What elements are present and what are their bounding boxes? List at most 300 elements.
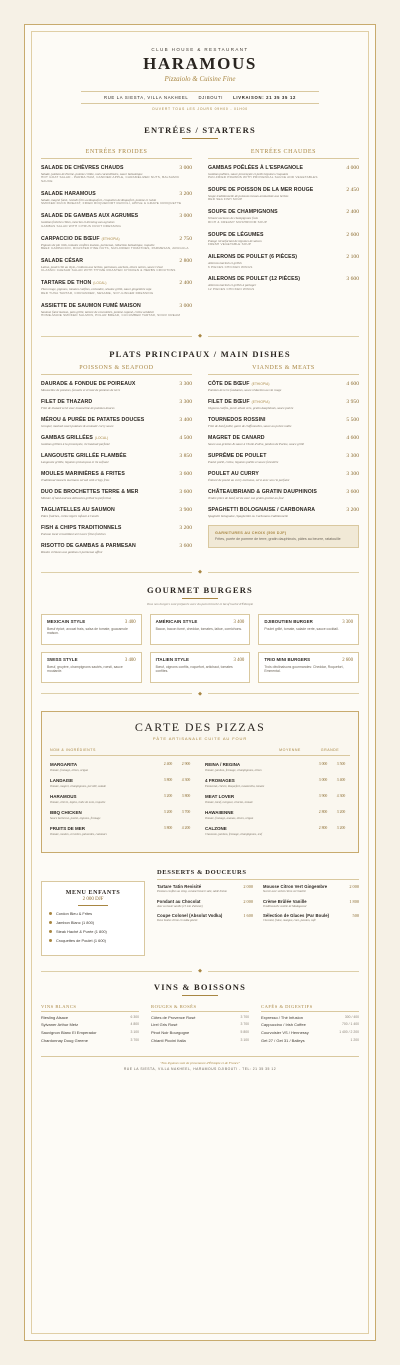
pizza-description: Emmental, chèvre, Roquefort, mozzarella, tomate (205, 783, 265, 788)
item-description: Pignons de pin rôtis, tomates confites maison, parmesan, réduction balsamique, roquette (41, 242, 155, 247)
item-english: BEEF CARPACCIO, ROASTED PINE NUTS, SUN-DRIED TOMATOES, PARMESAN, ARUGULA (41, 246, 189, 251)
pizza-description: Tomate, magret, champignons, persillé, salade (50, 783, 106, 788)
menu-frame (24, 24, 376, 1341)
menu-item (157, 884, 253, 894)
burger-price: 3 300 (342, 619, 353, 625)
item-price: 1 600 (243, 913, 253, 919)
item-row (157, 899, 253, 904)
item-name (41, 489, 138, 495)
drink-row (41, 1015, 139, 1020)
pizza-price-medium: 3 000 (318, 777, 328, 782)
item-description: Traditional mussels marinara served with crispy fries (41, 477, 110, 482)
mains-title: PLATS PRINCIPAUX / MAIN DISHES (109, 348, 291, 359)
pizza-title: CARTE DES PIZZAS (134, 719, 266, 734)
drink-name: Courvoisier VS / Hennessy (261, 1030, 309, 1036)
separator (41, 968, 359, 974)
origin-badge: (ETHIOPIA) (251, 399, 270, 404)
menu-item (208, 232, 359, 247)
item-price: 3 300 (179, 380, 192, 387)
pizza-row (50, 762, 195, 772)
seafood-column (41, 365, 192, 561)
item-row (41, 399, 192, 405)
item-name-text: SOUPE DE CHAMPIGNONS (208, 209, 278, 216)
menu-item (41, 417, 192, 428)
drink-price: 3 700 (130, 1038, 139, 1043)
pizza-card (41, 711, 359, 853)
item-name (208, 165, 303, 171)
item-name-text: DUO DE BROCHETTES TERRE & MER (41, 488, 139, 495)
kids-item (49, 920, 137, 925)
pizza-row (205, 794, 350, 804)
menu-item (157, 899, 253, 909)
item-description: Laitue, poulet rôti au thym, croûtons aux herbes, parmesan, anchois, olives noires, sauce César (41, 264, 164, 269)
item-name-text: MÉROU & PURÉE DE PATATES DOUCES (41, 416, 145, 423)
menu-item (208, 489, 359, 500)
item-row (208, 232, 359, 238)
item-name (41, 236, 120, 242)
mains-section (41, 349, 359, 359)
item-name-text: Crème Brûlée Vanille (263, 898, 307, 904)
menu-item (208, 276, 359, 291)
info-bar (81, 91, 319, 104)
item-price: 4 500 (179, 434, 192, 441)
item-price: 2 600 (346, 231, 359, 238)
item-price: 2 000 (243, 898, 253, 904)
garnish-box (208, 525, 359, 548)
column-title: POISSONS & SEAFOOD (41, 365, 192, 375)
item-price: 3 950 (346, 398, 359, 405)
menu-item (41, 489, 192, 500)
pizza-description: Chausson, jambon, fromage, champignons, œuf (205, 831, 263, 836)
desserts-grid (157, 884, 359, 923)
drink-name: Côtes de Provence Rosé (151, 1014, 196, 1020)
tagline: Pizzaiolo & Cuisine Fine (164, 75, 236, 83)
item-name-text: SPAGHETTI BOLOGNAISE / CARBONARA (208, 506, 316, 513)
item-description: Spaghetti bolognaise, Spaghettini ou Carbonara traditionnelle (208, 513, 289, 518)
item-price: 3 600 (179, 542, 192, 549)
item-description: Chocolat, fraise, mangue, coco, passion, café (263, 918, 316, 923)
separator (41, 691, 359, 697)
footer-address: RUE LA SIESTA, VILLA NAKHEEL, HARAMOUS DJIBOUTI - TEL: 21 35 35 12 (123, 1066, 277, 1071)
menu-item (41, 191, 192, 206)
pizza-row (50, 810, 195, 820)
item-name (41, 543, 136, 549)
item-row (41, 236, 192, 242)
item-description: Gambas fraîches rôties, mesclun et dressing aux agrumes (41, 220, 115, 225)
item-row (208, 417, 359, 423)
drink-row (261, 1022, 359, 1027)
item-name (41, 435, 108, 441)
drink-row (151, 1030, 249, 1035)
kids-item (49, 938, 137, 943)
drink-row (41, 1030, 139, 1035)
item-description: Poisson local croustillant servi avec frites fraîches (41, 531, 106, 536)
item-row (208, 399, 359, 405)
item-price: 3 300 (346, 470, 359, 477)
diamond-icon: ◆ (198, 332, 202, 339)
item-name-text: GAMBAS POÊLÉES À L'ESPAGNOLE (208, 164, 304, 171)
white-wines (41, 1004, 139, 1046)
item-price: 4 600 (346, 380, 359, 387)
menu-item (208, 254, 359, 269)
drink-name: Lirel Gris Rosé (151, 1022, 178, 1028)
menu-item (157, 913, 253, 923)
kids-item (49, 929, 137, 934)
drink-row (151, 1015, 249, 1020)
burger-row (264, 619, 353, 625)
menu-item (41, 236, 192, 251)
burger-card (258, 614, 359, 645)
drink-name: Riesling Alsace (41, 1014, 69, 1020)
item-description: Émincé de poulet au curry onctueux, servi avec son riz parfumé (208, 477, 290, 482)
starters-section (41, 125, 359, 139)
wines-title: VINS & BOISSONS (153, 982, 247, 993)
item-row (41, 417, 192, 423)
burger-price: 3 400 (124, 619, 136, 625)
pizza-price-medium: 3 800 (163, 777, 173, 782)
kids-list (49, 911, 137, 943)
item-description: Soupe traditionnelle de poissons locaux aromatisée aux herbes (208, 193, 289, 198)
item-description: Avec sa boule vanille (15 min d'attente) (157, 903, 203, 908)
pizza-description: Tomate, jambon, fromage, champignons, olives (205, 767, 262, 772)
drink-price: 700 / 1 400 (342, 1022, 359, 1027)
origin-badge: (ETHIOPIA) (251, 381, 270, 386)
item-english: SMOKED DUCK BREAST, FRIED ROQUEFORT RAVIOLI, APPLE & GRAPE CROQUETTE (41, 201, 182, 206)
item-name-text: GAMBAS GRILLÉES (41, 434, 93, 441)
item-description: Gambas poêlées, sauce provençale et petits légumes croquants (208, 171, 289, 176)
menu-item (41, 453, 192, 464)
item-name (208, 471, 259, 477)
desserts (157, 869, 359, 923)
item-name (41, 399, 92, 405)
pizza-name: BBQ CHICKEN (50, 809, 82, 815)
drink-price: 6 300 (130, 1014, 139, 1019)
pizza-description: Tomate, fromage, ananas, olives, origan (205, 815, 254, 820)
item-row (208, 165, 359, 171)
item-row (208, 254, 359, 260)
burger-price: 2 600 (342, 657, 353, 663)
item-name-text: Fondant au Chocolat (157, 898, 201, 904)
burger-card (150, 652, 251, 683)
item-price: 2 100 (346, 254, 359, 261)
diamond-icon: ◆ (198, 568, 202, 575)
item-description: Traditionnelle vanille de Madagascar (263, 903, 307, 908)
pizza-price-medium: 2 800 (318, 809, 328, 814)
item-price: 3 600 (179, 470, 192, 477)
kids-title: MENU ENFANTS (65, 889, 121, 896)
pizza-price-large: 3 200 (336, 809, 346, 814)
item-description: Saumon fumé maison, pain grillé, tartare de concombre, pomme caponé, crème acidulée (41, 309, 154, 314)
separator-line (41, 336, 192, 337)
item-english: GAMBAS SALAD WITH CITRUS FRUIT DRESSING (41, 223, 122, 228)
menu-item (41, 381, 192, 392)
burger-name: ITALIEN STYLE (155, 656, 190, 662)
item-english: HOME-MADE SMOKED SALMON, POLAR BREAD, CUCUMBER TARTAR, SOUR CREAM (41, 313, 181, 318)
separator-line (208, 336, 359, 337)
item-description: Grouper, mashed sweet potatoes & aromatic curry sauce (41, 423, 114, 428)
item-english: HOT GOAT SALAD - PARMA HAM, CANDIED APPLE, CARAMELIZED NUTS, BALSAMIC SAUCE (41, 175, 180, 183)
desserts-title: DESSERTS & DOUCEURS (157, 868, 247, 876)
burger-card (150, 614, 251, 645)
item-row (208, 209, 359, 215)
menu-item (208, 471, 359, 482)
drink-price: 300 / 400 (344, 1014, 359, 1019)
pizza-price-medium: 3 800 (163, 825, 173, 830)
menu-item (263, 884, 359, 894)
wine-columns (41, 1004, 359, 1046)
pizza-grid (50, 762, 350, 842)
item-row (41, 435, 192, 441)
title-rule (182, 598, 218, 599)
seafood-list (41, 381, 192, 554)
header (41, 47, 359, 111)
item-description: Tendre pièce de bœuf servie avec son gratin gratiné au four (208, 495, 284, 500)
burger-description: Bœuf, oignons confits, roquefort, artichaut, tomates confites. (155, 664, 233, 673)
pizza-label (205, 778, 314, 788)
burgers-section (41, 585, 359, 606)
head-medium: MOYENNE (279, 747, 301, 752)
item-row (41, 303, 192, 309)
mains-columns (41, 365, 359, 561)
item-row (41, 507, 192, 513)
item-price: 3 600 (346, 488, 359, 495)
item-name (208, 276, 300, 282)
pizza-table-header (50, 748, 350, 756)
kids-item-label: Cordon Bleu & Frites (56, 911, 93, 917)
item-name-text: MOULES MARINIÈRES & FRITES (41, 470, 125, 477)
burger-description: Bacon, bacon fumé, cheddar, tomates, laitue, cornichons. (155, 626, 242, 631)
column-title: ENTRÉES CHAUDES (208, 149, 359, 159)
item-english: RICH & CREAMY MUSHROOM SOUP (208, 219, 268, 224)
cold-starters (41, 149, 192, 325)
pizza-row (50, 778, 195, 788)
pizza-name: HAWAIIENNE (205, 809, 234, 815)
item-row (41, 213, 192, 219)
separator-line (208, 693, 359, 694)
drink-name: Get 27 / Get 31 / Baileys (261, 1038, 305, 1044)
burgers-title: GOURMET BURGERS (147, 584, 253, 595)
item-english: 6 PIECES CHICKEN WINGS (208, 264, 253, 269)
menu-item (208, 507, 359, 518)
item-name (41, 165, 124, 171)
item-price: 500 (352, 913, 359, 919)
menu-item (208, 453, 359, 464)
item-price: 2 450 (346, 186, 359, 193)
item-price: 3 200 (346, 506, 359, 513)
pizza-label (50, 810, 159, 820)
item-english: RED SEA FISH SOUP (208, 197, 243, 202)
item-name (41, 417, 144, 423)
item-row (208, 276, 359, 282)
item-name (208, 399, 270, 405)
item-english: FRESH VEGETABLE SOUP (208, 242, 252, 247)
item-name (208, 453, 266, 459)
drink-price: 1 200 (350, 1038, 359, 1043)
separator (41, 569, 359, 575)
title-rule (182, 995, 218, 996)
item-description: Langouste grillée, légumes provençaux et riz safrané (41, 459, 109, 464)
item-description: Mousseline de pommes, fenouils et écrasé de pommes de terre (41, 387, 121, 392)
item-row (208, 471, 359, 477)
burger-row (47, 657, 136, 663)
menu-item (208, 187, 359, 202)
title-rule (182, 138, 218, 139)
item-name-text: LANGOUSTE GRILLÉE FLAMBÉE (41, 452, 127, 459)
burger-card (41, 652, 142, 683)
cold-starter-list (41, 165, 192, 318)
item-name-text: TARTARE DE THON (41, 280, 92, 287)
drink-name: Pinot Noir Bourgogne (151, 1030, 190, 1036)
footer-note: "Nos légumes sont de provenance d'Éthiopie et de France" (160, 1060, 240, 1065)
pizza-label (205, 826, 314, 836)
pizza-price-large: 3 200 (336, 825, 346, 830)
item-description: Oignons confits, purée allant vers, gratin dauphinois, sauce poivre (208, 405, 294, 410)
item-name-text: DAURADE & FONDUE DE POIREAUX (41, 380, 136, 387)
item-name (208, 489, 317, 495)
meats-list (208, 381, 359, 518)
item-description: Salade, jambon de Parme, pomme crôûte, noix caramélisées, sauce balsamique (41, 171, 143, 176)
item-description: Filet de thazard servi avec mousseline de pommes douces (41, 405, 115, 410)
item-name (41, 453, 127, 459)
drink-price: 1 400 / 2 200 (339, 1030, 359, 1035)
burger-description: Bœuf, gruyère, champignons sautés, roesti, sauce moutarde. (47, 664, 123, 673)
item-english: CLASSIC CAESAR SALAD WITH THYME ROASTED CHICKEN & HERBS CROUTONS (41, 268, 176, 273)
item-row (208, 435, 359, 441)
item-english: RED TUNA TARTAR, CORIANDER, SESAME, SOY-GINGER DRESSING (41, 290, 154, 295)
head-name: NOM & INGRÉDIENTS (50, 747, 96, 752)
menu-item (41, 525, 192, 536)
menu-item (208, 417, 359, 428)
diamond-icon: ◆ (198, 690, 202, 697)
item-description: Ailerons marinés et grillés (208, 261, 242, 266)
pizza-price-large: 4 300 (181, 777, 191, 782)
menu-item (263, 899, 359, 909)
menu-item (208, 399, 359, 410)
drink-price: 3 700 (240, 1014, 249, 1019)
item-row (41, 258, 192, 264)
kids-rule (78, 905, 108, 906)
delivery-phone: LIVRAISON: 21 35 35 12 (233, 95, 297, 100)
item-price: 3 600 (346, 276, 359, 283)
garnish-title: GARNITURES AU CHOIX (500 DJF) (215, 530, 287, 535)
item-name-text: FILET DE BŒUF (208, 398, 250, 405)
item-description: Deux boules citron et vodka glacée (157, 918, 198, 923)
item-price: 3 850 (179, 452, 192, 459)
bullet-icon (49, 939, 52, 942)
burger-name: TRIO MINI BURGERS (264, 656, 311, 662)
pizza-subtitle: PÂTE ARTISANALE CUITE AU FOUR (152, 735, 248, 741)
item-description: Sucrée avec sorbet citron vert basilic (263, 889, 306, 894)
item-english: 12 PIECES CHICKEN WINGS (208, 286, 255, 291)
pizza-label (50, 826, 159, 836)
item-row (41, 543, 192, 549)
item-row (263, 899, 359, 904)
item-name-text: SOUPE DE POISSON DE LA MER ROUGE (208, 186, 314, 193)
pizza-label (205, 794, 314, 804)
pizza-price-large: 3 400 (336, 777, 346, 782)
pizza-name: HARAMOUS (50, 793, 77, 799)
pizza-name: FRUITS DE MER (50, 825, 86, 831)
menu-item (41, 213, 192, 228)
item-name-text: Sélection de Glaces (Par Boule) (263, 913, 330, 919)
drink-name: Sylvaner Arthur Metz (41, 1022, 79, 1028)
item-price: 3 000 (179, 302, 192, 309)
item-name-text: Tartare Tatin Revisité (157, 884, 202, 890)
kids-price: 2 000 DJF (82, 896, 104, 902)
item-description: Risotto crémeux aux gambas et parmesan affiné (41, 549, 103, 554)
item-price: 3 600 (179, 488, 192, 495)
item-row (41, 471, 192, 477)
item-name (208, 209, 278, 215)
menu-item (41, 165, 192, 184)
item-row (208, 187, 359, 193)
pizza-label (50, 762, 159, 772)
item-name-text: RISOTTO DE GAMBAS & PARMESAN (41, 542, 136, 549)
item-name (41, 381, 135, 387)
item-price: 2 800 (179, 257, 192, 264)
burger-grid (41, 614, 359, 683)
rose-wines (151, 1004, 249, 1046)
item-name (208, 417, 266, 423)
burger-name: MEXICAIN STYLE (47, 618, 86, 624)
burger-row (264, 657, 353, 663)
separator-line (208, 572, 359, 573)
burger-description: Bœuf épicé, avocat frais, salsa de tomate, guacamole maison. (47, 626, 128, 635)
pizza-price-medium: 2 800 (318, 825, 328, 830)
drink-price: 3 700 (240, 1022, 249, 1027)
item-name (157, 899, 201, 904)
item-description: Potage réconfortant de légumes de saison (208, 238, 262, 243)
pizza-price-large: 4 300 (336, 793, 346, 798)
white-wine-list (41, 1015, 139, 1043)
item-description: Pâtes fraîches, crème légère infusée à l'aneth (41, 513, 99, 518)
pizza-price-medium: 3 900 (318, 793, 328, 798)
bullet-icon (49, 921, 52, 924)
meats-column (208, 365, 359, 561)
pizza-price-large: 2 900 (181, 761, 191, 766)
diamond-icon: ◆ (198, 968, 202, 975)
item-description: Sauce aux griottes & sauce à l'huile d'olive, jambon de Parme, sauce grillé (208, 441, 305, 446)
item-name-text: FILET DE THAZARD (41, 398, 93, 405)
origin-badge: (ETHIOPIA) (101, 236, 120, 241)
pizza-price-large: 3 800 (181, 793, 191, 798)
pizza-row (205, 762, 350, 772)
item-row (208, 381, 359, 387)
pizza-name: REINA / REGINA (205, 761, 241, 767)
item-name-text: ASSIETTE DE SAUMON FUMÉ MAISON (41, 302, 141, 309)
burger-name: AMÉRICAIN STYLE (155, 618, 198, 624)
burger-price: 3 400 (233, 657, 245, 663)
drink-row (41, 1038, 139, 1043)
item-price: 3 400 (179, 416, 192, 423)
kids-item-label: Croquettes de Poulet (1 600) (56, 938, 106, 944)
burger-name: DJIBOUTIEN BURGER (264, 618, 313, 624)
kids-item-label: Jambon Blanc (1 800) (56, 920, 95, 926)
drink-price: 4 800 (130, 1022, 139, 1027)
pizza-column-right (205, 762, 350, 842)
item-name (41, 213, 138, 219)
separator-line (41, 693, 192, 694)
pizza-name: CALZONE (205, 825, 227, 831)
item-english: PAN-FRIED PRAWNS WITH PROVENCAL SAUCE AND VEGETABLES (208, 175, 318, 180)
menu-item (41, 399, 192, 410)
kids-item-label: Steak Haché & Purée (1 800) (56, 929, 107, 935)
item-row (41, 280, 192, 286)
item-name (208, 435, 265, 441)
menu-item (41, 280, 192, 295)
pizza-label (205, 810, 314, 820)
item-name (41, 507, 115, 513)
